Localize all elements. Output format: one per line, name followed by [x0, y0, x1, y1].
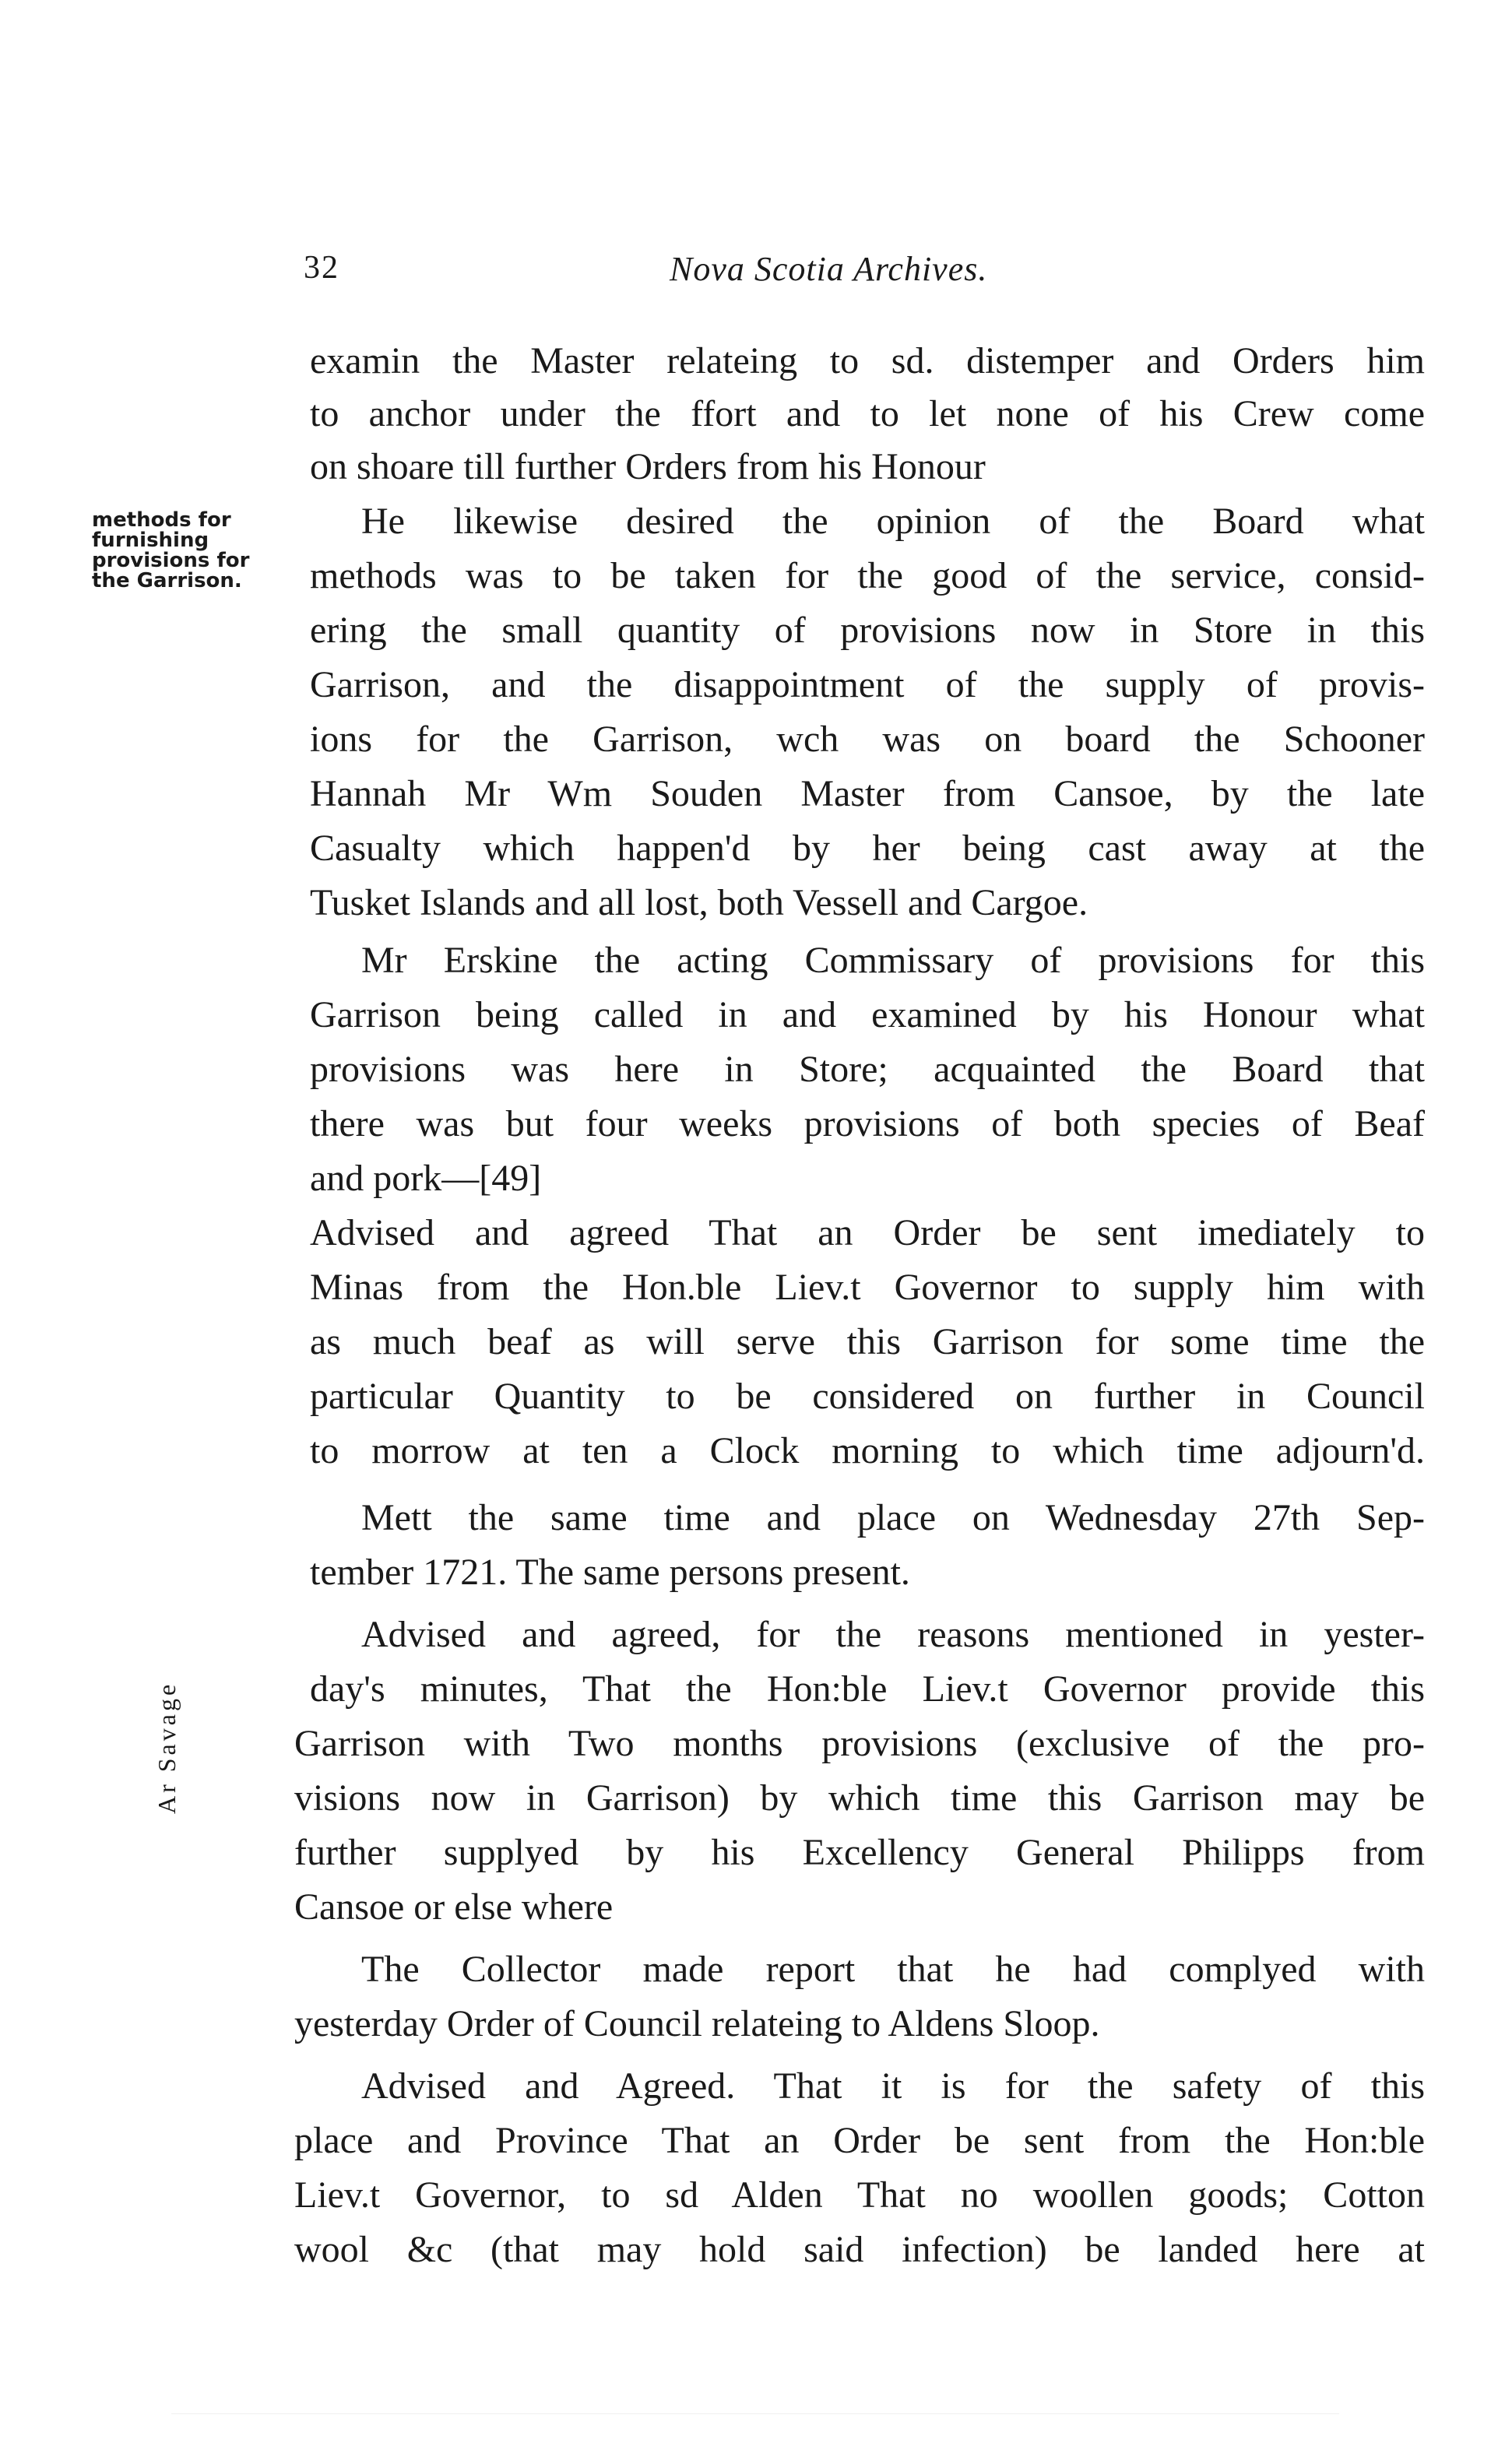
text-line: as much beaf as will serve this Garrison for some time the	[310, 1321, 1425, 1362]
text-line: He likewise desired the opinion of the Board what	[361, 501, 1425, 542]
text-line: on shoare till further Orders from his Honour	[310, 446, 986, 487]
text-line: Mett the same time and place on Wednesday 27th Sep-	[361, 1497, 1425, 1538]
running-title: Nova Scotia Archives.	[670, 250, 988, 288]
text-line: The Collector made report that he had complyed with	[361, 1949, 1425, 1990]
text-line: Hannah Mr Wm Souden Master from Cansoe, by the late	[310, 773, 1425, 814]
text-line: Advised and agreed, for the reasons mentioned in yester-	[361, 1614, 1425, 1655]
text-line: Minas from the Hon.ble Liev.t Governor to supply him with	[310, 1267, 1425, 1308]
margin-note: methods for furnishing provisions for the Garrison.	[92, 508, 250, 592]
text-line: Garrison being called in and examined by his Honour what	[310, 994, 1425, 1035]
text-line: methods was to be taken for the good of the service, consid-	[310, 555, 1425, 596]
text-line: place and Province That an Order be sent from the Hon:ble	[294, 2120, 1425, 2161]
text-line: Garrison, and the disappointment of the supply of provis-	[310, 664, 1425, 705]
text-line: to morrow at ten a Clock morning to which time adjourn'd.	[310, 1430, 1425, 1471]
text-line: examin the Master relateing to sd. distemper and Orders him	[310, 340, 1425, 381]
margin-signature: Ar Savage	[153, 1681, 181, 1814]
text-line: Garrison with Two months provisions (exclusive of the pro-	[294, 1723, 1425, 1764]
page-header	[304, 249, 1113, 296]
text-line: day's minutes, That the Hon:ble Liev.t Governor provide this	[310, 1668, 1425, 1710]
text-line: to anchor under the ffort and to let none of his Crew come	[310, 393, 1425, 434]
text-line: yesterday Order of Council relateing to Aldens Sloop.	[294, 2003, 1100, 2044]
text-line: ering the small quantity of provisions now in Store in this	[310, 610, 1425, 651]
text-line: tember 1721. The same persons present.	[310, 1552, 910, 1593]
text-line: Casualty which happen'd by her being cast away at the	[310, 828, 1425, 869]
text-line: provisions was here in Store; acquainted the Board that	[310, 1049, 1425, 1090]
text-line: wool &c (that may hold said infection) be landed here at	[294, 2229, 1425, 2270]
text-line: Advised and Agreed. That it is for the safety of this	[361, 2065, 1425, 2107]
text-line: Cansoe or else where	[294, 1886, 614, 1928]
text-line: Tusket Islands and all lost, both Vessell and Cargoe.	[310, 882, 1088, 923]
text-line: visions now in Garrison) by which time this Garrison may be	[294, 1777, 1425, 1819]
text-line: Mr Erskine the acting Commissary of provisions for this	[361, 940, 1425, 981]
text-line: further supplyed by his Excellency General Philipps from	[294, 1832, 1425, 1873]
text-line: there was but four weeks provisions of both species of Beaf	[310, 1103, 1425, 1144]
text-line: Liev.t Governor, to sd Alden That no woollen goods; Cotton	[294, 2174, 1425, 2216]
text-line: ions for the Garrison, wch was on board the Schooner	[310, 719, 1425, 760]
text-line: Advised and agreed That an Order be sent imediately to	[310, 1212, 1425, 1253]
text-line: particular Quantity to be considered on further in Council	[310, 1376, 1425, 1417]
page-bottom-rule	[171, 2413, 1339, 2414]
page-number: 32	[304, 250, 339, 286]
text-line: and pork—[49]	[310, 1158, 542, 1199]
